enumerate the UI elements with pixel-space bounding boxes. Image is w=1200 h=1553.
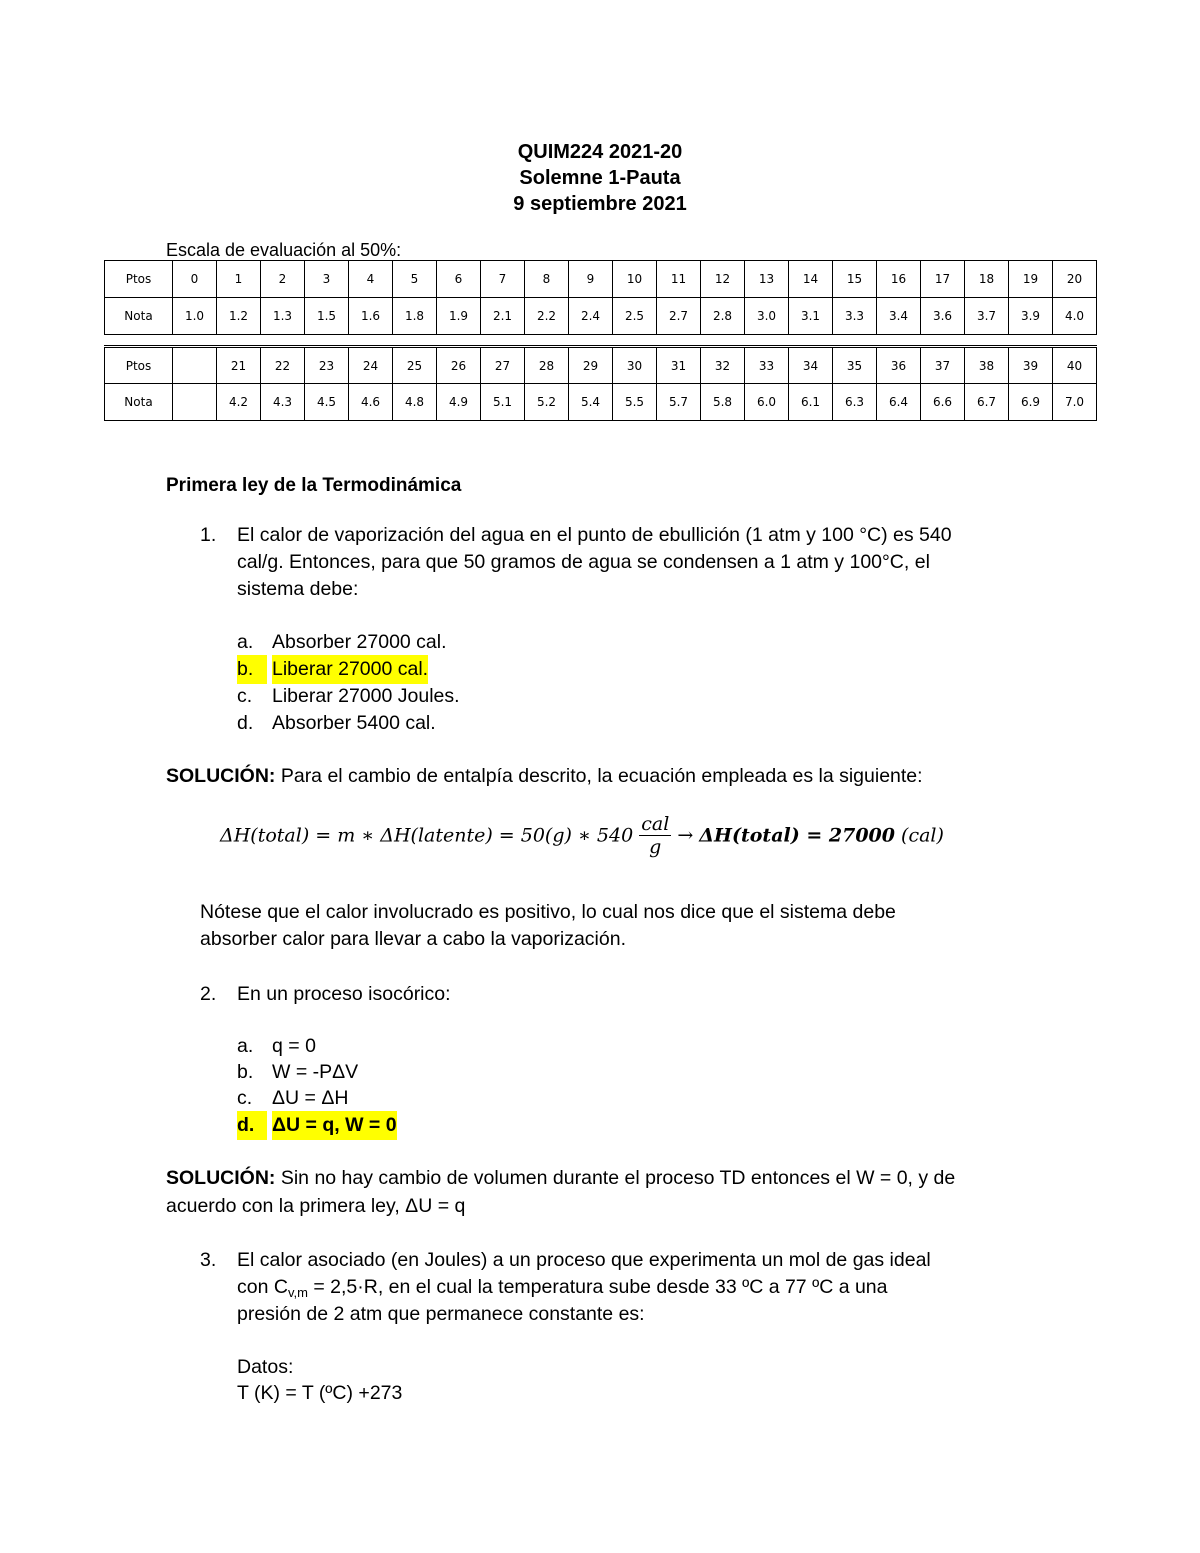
option-letter-correct: b. <box>237 655 267 684</box>
table-cell: 1.5 <box>305 298 349 335</box>
question-3-line-1: El calor asociado (en Joules) a un proceso que experimenta un mol de gas ideal <box>237 1249 931 1271</box>
table-cell: 29 <box>569 347 613 384</box>
table-cell: 3.0 <box>745 298 789 335</box>
table-cell: 10 <box>613 261 657 298</box>
question-number: 1. <box>200 524 217 546</box>
table-cell: 4.6 <box>349 384 393 421</box>
table-cell: 22 <box>261 347 305 384</box>
fraction-numerator: cal <box>641 813 670 835</box>
table-cell: 24 <box>349 347 393 384</box>
table-cell: 3.1 <box>789 298 833 335</box>
table-cell: 4.2 <box>217 384 261 421</box>
table-cell: 23 <box>305 347 349 384</box>
course-title: QUIM224 2021-20 <box>517 141 683 163</box>
table-cell: 6.3 <box>833 384 877 421</box>
option-text: W = -PΔV <box>272 1061 359 1083</box>
table-cell: 4 <box>349 261 393 298</box>
table-cell: 25 <box>393 347 437 384</box>
table-row-nota <box>105 384 1097 421</box>
table-cell: 1 <box>217 261 261 298</box>
option-letter: d. <box>237 712 254 734</box>
table-cell: 5.1 <box>481 384 525 421</box>
table-cell: 35 <box>833 347 877 384</box>
solution-label: SOLUCIÓN: <box>166 1167 276 1189</box>
fraction-denominator: g <box>649 836 662 858</box>
table-cell: 1.0 <box>173 298 217 335</box>
solution-2 <box>166 1164 1046 1193</box>
table-cell: 0 <box>173 261 217 298</box>
table-row-ptos <box>105 261 1097 298</box>
table-cell: 2.8 <box>701 298 745 335</box>
question-1-line-1: El calor de vaporización del agua en el punto de ebullición (1 atm y 100 °C) es 540 <box>237 524 952 546</box>
table-cell: 3 <box>305 261 349 298</box>
option-letter: b. <box>237 1061 254 1083</box>
table-cell: 2.1 <box>481 298 525 335</box>
row-label: Nota <box>105 298 173 335</box>
table-cell: 18 <box>965 261 1009 298</box>
option-text: q = 0 <box>272 1035 316 1057</box>
datos-label: Datos: <box>237 1356 294 1378</box>
table-cell <box>173 384 217 421</box>
table-cell: 5.7 <box>657 384 701 421</box>
table-cell: 3.3 <box>833 298 877 335</box>
table-cell: 31 <box>657 347 701 384</box>
table-cell: 3.7 <box>965 298 1009 335</box>
table-cell: 39 <box>1009 347 1053 384</box>
table-cell: 1.9 <box>437 298 481 335</box>
table-cell <box>173 347 217 384</box>
question-2-text: En un proceso isocórico: <box>237 983 451 1005</box>
table-cell: 6.1 <box>789 384 833 421</box>
subscript: v,m <box>287 1285 308 1300</box>
table-cell: 2.4 <box>569 298 613 335</box>
solution-label: SOLUCIÓN: <box>166 765 276 787</box>
table-cell: 6.4 <box>877 384 921 421</box>
line-text: con C <box>237 1276 288 1298</box>
question-number: 3. <box>200 1249 217 1271</box>
question-number: 2. <box>200 983 217 1005</box>
table-cell: 16 <box>877 261 921 298</box>
table-cell: 1.3 <box>261 298 305 335</box>
option-letter: a. <box>237 631 254 653</box>
table-cell: 11 <box>657 261 701 298</box>
datos-formula: T (K) = T (ºC) +273 <box>237 1382 403 1404</box>
table-cell: 14 <box>789 261 833 298</box>
table-cell: 36 <box>877 347 921 384</box>
table-cell: 17 <box>921 261 965 298</box>
table-cell: 5 <box>393 261 437 298</box>
note-line-2: absorber calor para llevar a cabo la vaporización. <box>200 928 626 950</box>
table-cell: 1.2 <box>217 298 261 335</box>
table-cell: 2.2 <box>525 298 569 335</box>
table-cell: 5.2 <box>525 384 569 421</box>
table-cell: 28 <box>525 347 569 384</box>
equation-result: ΔH(total) = 27000 <box>699 824 895 847</box>
option-text: Absorber 5400 cal. <box>272 712 436 734</box>
table-cell: 2.5 <box>613 298 657 335</box>
table-cell: 9 <box>569 261 613 298</box>
table-cell: 19 <box>1009 261 1053 298</box>
option-text: Absorber 27000 cal. <box>272 631 447 653</box>
table-cell: 15 <box>833 261 877 298</box>
note-line-1: Nótese que el calor involucrado es positivo, lo cual nos dice que el sistema debe <box>200 901 896 923</box>
row-label: Ptos <box>105 261 173 298</box>
table-cell: 5.5 <box>613 384 657 421</box>
table-cell: 6.7 <box>965 384 1009 421</box>
table-cell: 32 <box>701 347 745 384</box>
table-cell: 20 <box>1053 261 1097 298</box>
question-1-line-2: cal/g. Entonces, para que 50 gramos de agua se condensen a 1 atm y 100°C, el <box>237 551 930 573</box>
option-text-correct: ΔU = q, W = 0 <box>272 1111 397 1140</box>
table-cell: 37 <box>921 347 965 384</box>
table-cell: 34 <box>789 347 833 384</box>
equation-unit: (cal) <box>901 824 944 847</box>
solution-text: Sin no hay cambio de volumen durante el proceso TD entonces el W = 0, y de <box>275 1167 956 1189</box>
table-cell: 2 <box>261 261 305 298</box>
row-label: Ptos <box>105 347 173 384</box>
table-cell: 7 <box>481 261 525 298</box>
option-letter: c. <box>237 685 253 707</box>
option-text: Liberar 27000 Joules. <box>272 685 460 707</box>
equation-arrow: → <box>677 824 694 847</box>
table-cell: 40 <box>1053 347 1097 384</box>
table-cell: 5.4 <box>569 384 613 421</box>
equation-fraction <box>639 813 671 858</box>
table-cell: 6.0 <box>745 384 789 421</box>
grading-table-1 <box>104 260 1097 335</box>
table-cell: 2.7 <box>657 298 701 335</box>
option-letter: a. <box>237 1035 254 1057</box>
table-cell: 3.9 <box>1009 298 1053 335</box>
option-text: ΔU = ΔH <box>272 1087 349 1109</box>
table-cell: 27 <box>481 347 525 384</box>
question-1-line-3: sistema debe: <box>237 578 359 600</box>
enthalpy-equation <box>220 813 980 877</box>
grading-table-2 <box>104 345 1097 421</box>
solution-1 <box>166 762 1046 791</box>
option-letter: c. <box>237 1087 253 1109</box>
equation-lhs: ΔH(total) = m ∗ ΔH(latente) = 50(g) ∗ 540 <box>220 824 634 847</box>
row-label: Nota <box>105 384 173 421</box>
table-cell: 6.6 <box>921 384 965 421</box>
table-cell: 38 <box>965 347 1009 384</box>
exam-title: Solemne 1-Pauta <box>519 167 681 189</box>
option-letter-correct: d. <box>237 1111 267 1140</box>
table-cell: 6 <box>437 261 481 298</box>
table-cell: 12 <box>701 261 745 298</box>
table-cell: 4.9 <box>437 384 481 421</box>
line-text: = 2,5·R, en el cual la temperatura sube desde 33 ºC a 77 ºC a una <box>307 1276 888 1298</box>
table-cell: 1.6 <box>349 298 393 335</box>
section-title: Primera ley de la Termodinámica <box>166 475 462 496</box>
table-cell: 8 <box>525 261 569 298</box>
table-cell: 33 <box>745 347 789 384</box>
table-cell: 1.8 <box>393 298 437 335</box>
table-cell: 30 <box>613 347 657 384</box>
table-cell: 7.0 <box>1053 384 1097 421</box>
table-row-nota <box>105 298 1097 335</box>
table-cell: 3.6 <box>921 298 965 335</box>
table-cell: 4.5 <box>305 384 349 421</box>
table-cell: 26 <box>437 347 481 384</box>
scale-label: Escala de evaluación al 50%: <box>166 240 402 260</box>
solution-text: Para el cambio de entalpía descrito, la ecuación empleada es la siguiente: <box>275 765 923 787</box>
table-cell: 3.4 <box>877 298 921 335</box>
table-cell: 4.0 <box>1053 298 1097 335</box>
table-cell: 6.9 <box>1009 384 1053 421</box>
table-cell: 4.3 <box>261 384 305 421</box>
question-3-line-3: presión de 2 atm que permanece constante es: <box>237 1303 645 1325</box>
table-cell: 13 <box>745 261 789 298</box>
table-row-ptos <box>105 347 1097 384</box>
solution-2-line-2: acuerdo con la primera ley, ΔU = q <box>166 1195 466 1217</box>
option-text-correct: Liberar 27000 cal. <box>272 655 428 684</box>
table-cell: 21 <box>217 347 261 384</box>
table-cell: 4.8 <box>393 384 437 421</box>
exam-date: 9 septiembre 2021 <box>513 193 687 215</box>
table-cell: 5.8 <box>701 384 745 421</box>
